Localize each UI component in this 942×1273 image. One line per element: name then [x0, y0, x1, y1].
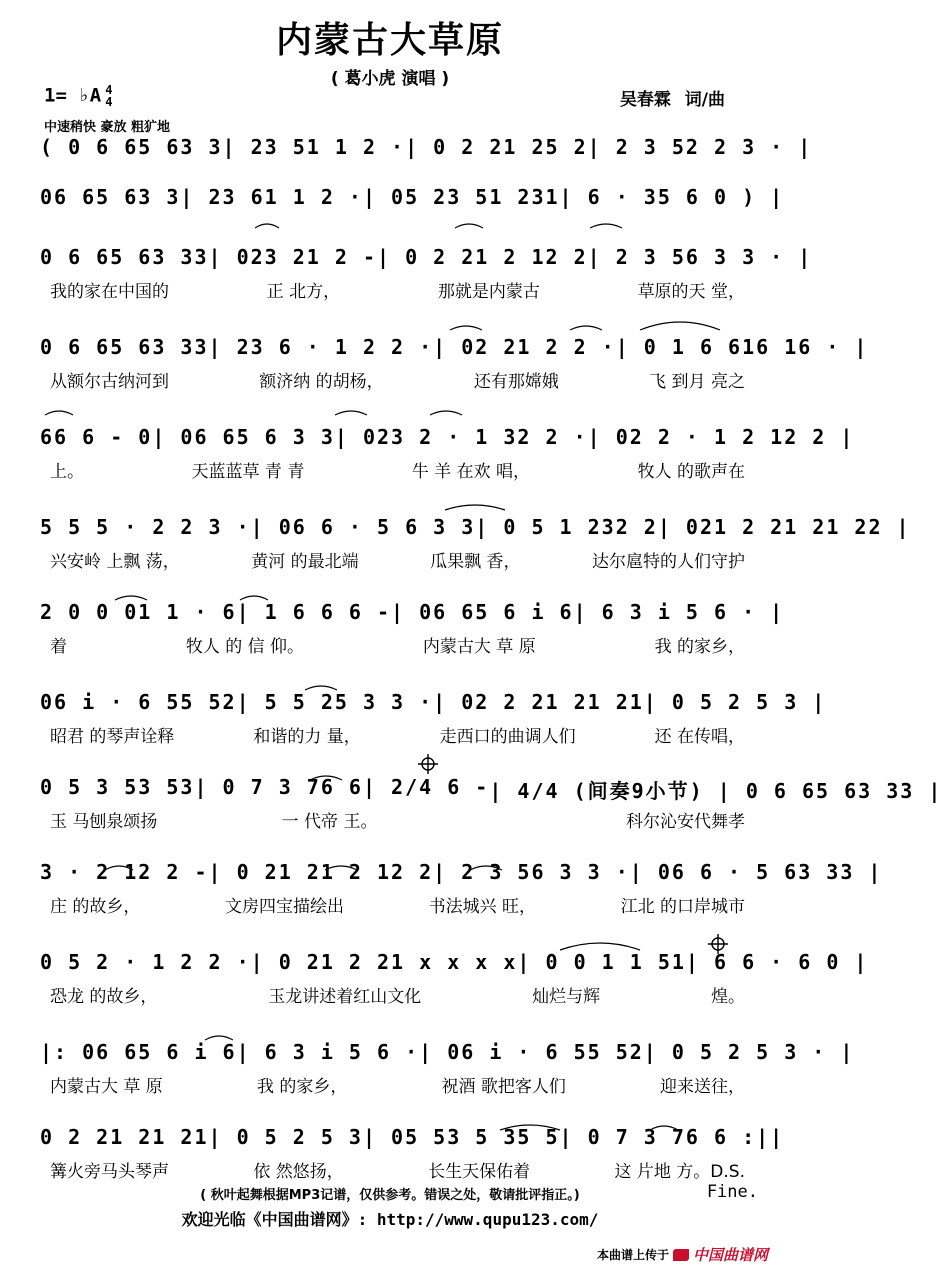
lyrics-line — [40, 277, 745, 302]
time-signature — [105, 84, 112, 108]
lyric-phrase: 那就是内蒙古 — [437, 282, 540, 302]
lyric-phrase: 煌。 — [710, 987, 745, 1007]
score-row — [40, 600, 785, 660]
score-row — [40, 1040, 855, 1100]
score-row — [40, 1125, 785, 1185]
measure-group: | 0 5 1 232 2 — [475, 515, 658, 539]
time-top: 4 — [105, 83, 113, 97]
notation-line — [40, 1125, 785, 1149]
lyric-phrase: 还 在传唱， — [654, 727, 745, 747]
lyric-phrase: 天蓝蓝草 青 青 — [191, 462, 305, 482]
lyrics-line — [40, 457, 745, 482]
measure-group: | 0 2 21 25 2 — [405, 135, 588, 159]
lyric-phrase: 江北 的口岸城市 — [620, 897, 745, 917]
measure-group: | 023 21 2 - — [208, 245, 377, 269]
lyric-phrase: 走西口的曲调人们 — [439, 727, 576, 747]
measure-group: | 1 6 6 6 - — [236, 600, 392, 624]
lyrics-line — [40, 547, 745, 572]
measure-group: | 02 2 · 1 2 12 2 | — [587, 425, 855, 449]
lyric-phrase: 依 然悠扬， — [253, 1162, 344, 1182]
notation-line — [40, 425, 855, 449]
lyric-phrase: 额济纳 的胡杨， — [259, 372, 384, 392]
lyric-phrase: 内蒙古大 草 原 — [50, 1077, 163, 1097]
lyrics-line — [40, 892, 745, 917]
measure-group: | 06 6 · 5 6 3 3 — [250, 515, 476, 539]
notation-line — [40, 860, 883, 884]
key-signature — [44, 84, 112, 108]
measure-group: | 0 0 1 1 51 — [517, 950, 686, 974]
lyric-phrase: 我 的家乡， — [654, 637, 745, 657]
lyric-phrase: 昭君 的琴声诠释 — [50, 727, 175, 747]
lyrics-line — [40, 807, 745, 832]
lyric-phrase: 从额尔古纳河到 — [50, 372, 169, 392]
lyric-phrase: 和谐的力 量， — [253, 727, 361, 747]
measure-group: | 2/4 6 - — [362, 775, 490, 799]
time-bottom: 4 — [105, 95, 113, 109]
measure-group: | 0 7 3 76 6 — [194, 775, 363, 799]
measure-group: | 05 53 5 35 5 — [362, 1125, 560, 1149]
measure-group: 0 6 65 63 33 — [40, 335, 209, 359]
measure-group: | 02 2 21 21 21 — [433, 690, 644, 714]
score-title: 内蒙古大草原 — [275, 20, 504, 61]
lyric-phrase: 达尔扈特的人们守护 — [591, 552, 745, 572]
score-row — [40, 245, 813, 305]
notation-line — [40, 515, 911, 539]
notation-line — [40, 600, 785, 624]
measure-group: | 23 6 · 1 2 2 · — [208, 335, 434, 359]
lyric-phrase: 正 北方， — [266, 282, 341, 302]
measure-group: | 2 3 56 3 3 · — [433, 860, 630, 884]
lyric-phrase: 玉 马刨泉颂扬 — [50, 812, 158, 832]
lyric-phrase: 还有那嫦娥 — [473, 372, 559, 392]
measure-group: | 06 65 6 i 6 — [391, 600, 574, 624]
lyric-phrase: 文房四宝描绘出 — [225, 897, 344, 917]
lyric-phrase: 黄河 的最北端 — [251, 552, 359, 572]
lyric-phrase: 迎来送往， — [660, 1077, 745, 1097]
lyric-phrase: 长生天保佑着 — [428, 1162, 531, 1182]
measure-group: 0 5 3 53 53 — [40, 775, 195, 799]
lyric-phrase: 上。 — [50, 462, 84, 482]
lyric-phrase: 祝酒 歌把客人们 — [441, 1077, 566, 1097]
measure-group: | 0 5 2 5 3 — [208, 1125, 363, 1149]
lyrics-line — [40, 722, 745, 747]
score-row — [40, 775, 942, 835]
lyric-phrase: 飞 到月 亮之 — [649, 372, 745, 392]
lyric-phrase: 灿烂与辉 — [532, 987, 601, 1007]
score-row — [40, 425, 855, 485]
lyric-phrase: 庄 的故乡， — [50, 897, 141, 917]
measure-group: | 23 61 1 2 · — [180, 185, 363, 209]
notation-line — [40, 245, 813, 269]
measure-group: | 6 · 35 6 0 ) | — [559, 185, 785, 209]
key-label: 1= ♭A — [44, 84, 102, 107]
measure-group: 06 i · 6 55 52 — [40, 690, 237, 714]
lyric-phrase: 着 — [50, 637, 67, 657]
measure-group: | 06 i · 6 55 52 — [419, 1040, 644, 1064]
lyrics-line — [40, 982, 745, 1007]
lyrics-line — [40, 367, 745, 392]
measure-group: | 6 3 i 5 6 · — [236, 1040, 420, 1064]
measure-group: | 0 2 21 2 12 2 — [377, 245, 588, 269]
measure-group: | 2 3 52 2 3 · | — [587, 135, 813, 159]
lyrics-line — [40, 1072, 745, 1097]
footer-note: ( 秋叶起舞根据MP3记谱，仅供参考。错误之处，敬请批评指正。) — [200, 1188, 580, 1203]
fine-marker: Fine. — [706, 1182, 758, 1202]
measure-group: | 2 3 56 3 3 · | — [587, 245, 813, 269]
singer-credit: ( 葛小虎 演唱 ) — [330, 69, 450, 89]
measure-group: 06 65 63 3 — [40, 185, 181, 209]
score-row — [40, 515, 911, 575]
measure-group: | 0 5 2 5 3 · | — [643, 1040, 855, 1064]
tempo-marking: 中速稍快 豪放 粗犷地 — [44, 120, 171, 135]
lyrics-line — [40, 1157, 745, 1182]
measure-group: | 021 2 21 21 22 | — [657, 515, 911, 539]
measure-group: 0 6 65 63 33 — [40, 245, 209, 269]
lyric-phrase: 恐龙 的故乡， — [50, 987, 158, 1007]
lyric-phrase: 瓜果飘 香， — [430, 552, 521, 572]
score-row — [40, 335, 869, 395]
measure-group: 3 · 2 12 2 - — [40, 860, 209, 884]
measure-group: ( 0 6 65 63 3 — [40, 135, 223, 159]
lyric-phrase: 牧人 的 信 仰。 — [185, 637, 305, 657]
lyric-phrase: 玉龙讲述着红山文化 — [268, 987, 422, 1007]
notation-line — [40, 135, 813, 159]
lyric-phrase: 兴安岭 上飘 荡， — [50, 552, 180, 572]
notation-line — [40, 775, 942, 804]
score-row — [40, 690, 827, 750]
measure-group: | 05 23 51 231 — [362, 185, 560, 209]
upload-credit — [597, 1244, 768, 1265]
notation-line — [40, 1040, 855, 1064]
measure-group: | 06 65 6 3 3 — [152, 425, 335, 449]
lyric-phrase: 书法城兴 旺， — [428, 897, 536, 917]
score-row — [40, 950, 869, 1010]
lyric-phrase: 我的家在中国的 — [50, 282, 169, 302]
lyric-phrase: 草原的天 堂， — [637, 282, 745, 302]
lyric-phrase: 一 代帝 王。 — [281, 812, 378, 832]
lyric-phrase: 科尔沁安代舞孝 — [625, 812, 745, 832]
score-row — [40, 860, 883, 920]
upload-text: 本曲谱上传于 — [596, 1248, 669, 1262]
lyrics-line — [40, 632, 745, 657]
measure-group: 0 2 21 21 21 — [40, 1125, 209, 1149]
composer-credit: 吴春霖 词/曲 — [619, 90, 725, 110]
score-row — [40, 185, 785, 245]
measure-group: | 0 21 2 21 x x x x — [250, 950, 518, 974]
brand-logo-icon — [673, 1249, 689, 1261]
lyric-phrase: 我 的家乡， — [256, 1077, 348, 1097]
lyric-phrase: 牧人 的歌声在 — [637, 462, 745, 482]
measure-group: | 5 5 25 3 3 · — [236, 690, 434, 714]
measure-group: | 023 2 · 1 32 2 · — [334, 425, 588, 449]
measure-group: | 4/4 (间奏9小节) | 0 6 65 63 33 | — [489, 779, 942, 803]
measure-group: | 0 1 6 616 16 · | — [615, 335, 869, 359]
measure-group: |: 06 65 6 i 6 — [40, 1040, 237, 1064]
lyric-phrase: 内蒙古大 草 原 — [422, 637, 536, 657]
measure-group: | 02 21 2 2 · — [433, 335, 616, 359]
measure-group: 66 6 - 0 — [40, 425, 153, 449]
notation-line — [40, 335, 869, 359]
lyric-phrase: 牛 羊 在欢 唱， — [411, 462, 531, 482]
measure-group: | 23 51 1 2 · — [222, 135, 406, 159]
brand-name[interactable]: 中国曲谱网 — [692, 1246, 768, 1264]
notation-line — [40, 690, 827, 714]
measure-group: | 6 3 i 5 6 · | — [573, 600, 785, 624]
measure-group: | 0 5 2 5 3 | — [643, 690, 827, 714]
notation-line — [40, 185, 785, 209]
measure-group: 0 5 2 · 1 2 2 · — [40, 950, 251, 974]
notation-line — [40, 950, 869, 974]
measure-group: | 0 7 3 76 6 :|| — [559, 1125, 785, 1149]
measure-group: 2 0 0 01 1 · 6 — [40, 600, 237, 624]
measure-group: | 0 21 21 2 12 2 — [208, 860, 434, 884]
footer-website[interactable]: 欢迎光临《中国曲谱网》: http://www.qupu123.com/ — [181, 1210, 599, 1229]
lyric-phrase: 这 片地 方。D.S. — [614, 1162, 745, 1182]
measure-group: | 6 6 · 6 0 | — [685, 950, 869, 974]
lyric-phrase: 篝火旁马头琴声 — [50, 1162, 169, 1182]
measure-group: | 06 6 · 5 63 33 | — [629, 860, 883, 884]
measure-group: 5 5 5 · 2 2 3 · — [40, 515, 251, 539]
